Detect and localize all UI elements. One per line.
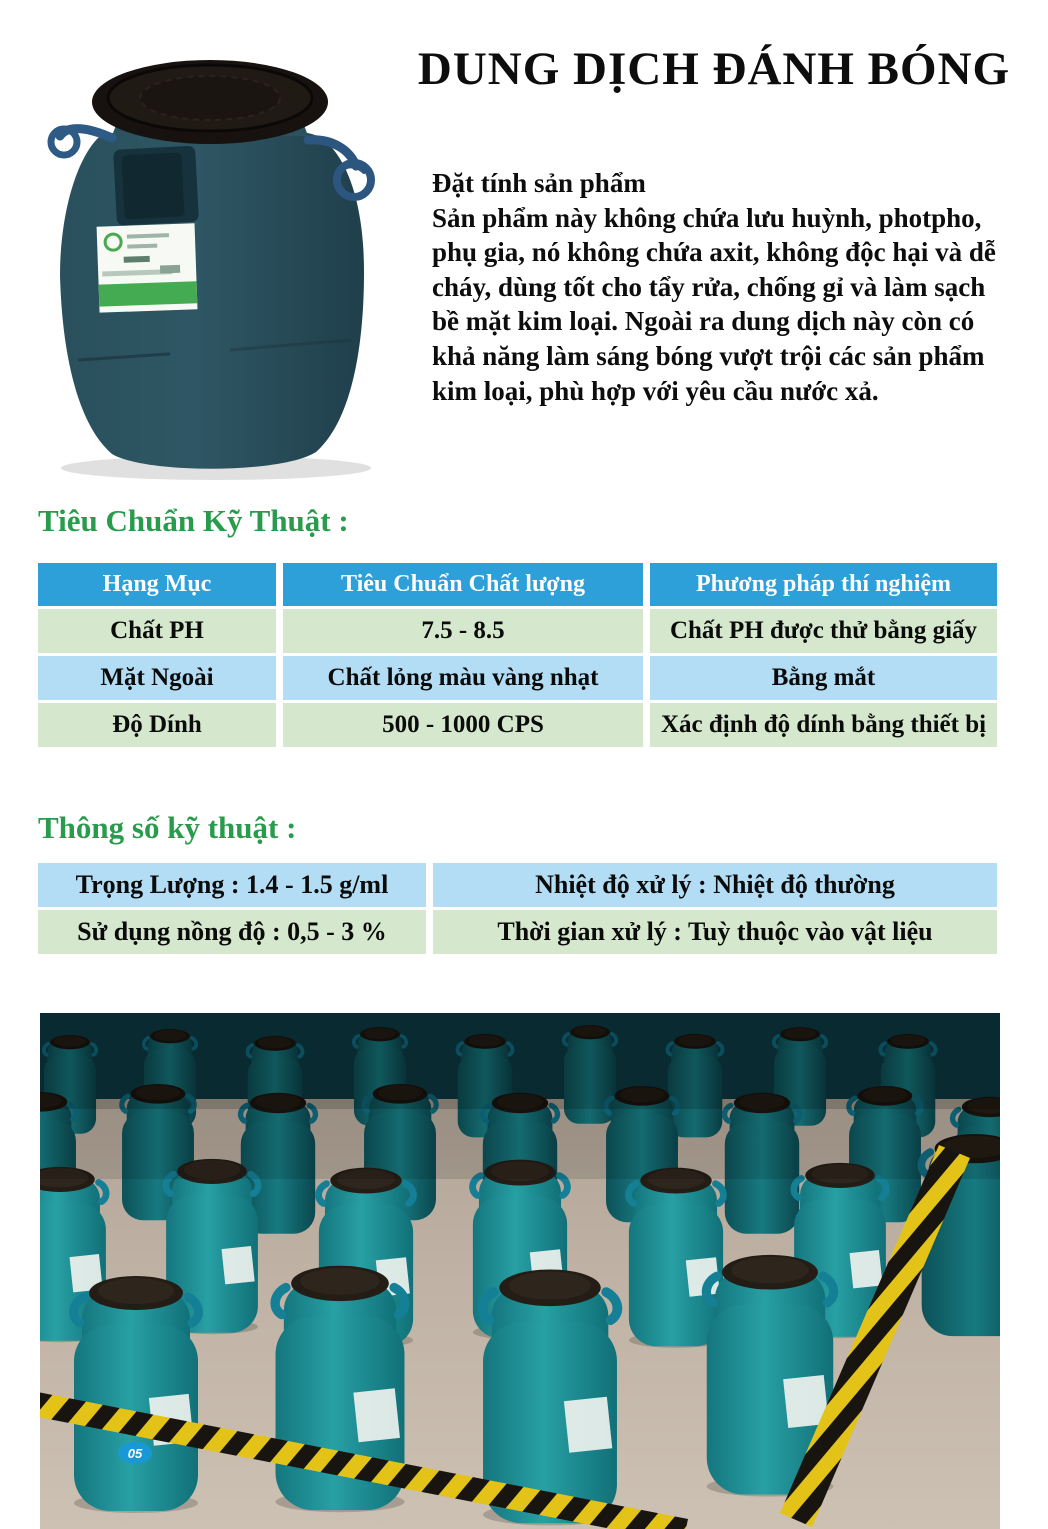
standards-heading: Tiêu Chuẩn Kỹ Thuật : — [38, 503, 349, 538]
standards-cell: Mặt Ngoài — [38, 656, 276, 700]
standards-cell: Chất PH — [38, 609, 276, 653]
standards-cell: Độ Dính — [38, 703, 276, 747]
warehouse-barrels-photo — [40, 1013, 1000, 1529]
warehouse-scene — [40, 1013, 1000, 1529]
page-number-marker — [118, 1442, 152, 1464]
page-title: DUNG DỊCH ĐÁNH BÓNG — [417, 43, 1011, 95]
standards-cell: 500 - 1000 CPS — [283, 703, 643, 747]
product-description — [432, 166, 1007, 408]
product-drum-image — [20, 20, 400, 482]
standards-col-header: Hạng Mục — [38, 563, 276, 606]
drum-grip-recess — [113, 146, 199, 226]
standards-col-header: Tiêu Chuẩn Chất lượng — [283, 563, 643, 606]
drum-illustration — [20, 20, 400, 482]
standards-cell: 7.5 - 8.5 — [283, 609, 643, 653]
specs-cell: Trọng Lượng : 1.4 - 1.5 g/ml — [38, 863, 426, 907]
page-number-text: 05 — [127, 1446, 143, 1461]
specs-cell: Sử dụng nồng độ : 0,5 - 3 % — [38, 910, 426, 954]
description-heading: Đặt tính sản phẩm — [432, 168, 646, 198]
standards-cell: Xác định độ dính bằng thiết bị — [650, 703, 997, 747]
standards-cell: Chất lỏng màu vàng nhạt — [283, 656, 643, 700]
specs-heading: Thông số kỹ thuật : — [38, 810, 297, 845]
standards-cell: Bằng mắt — [650, 656, 997, 700]
description-body: Sản phẩm này không chứa lưu huỳnh, photpho, phụ gia, nó không chứa axit, không độc hại và dễ cháy, dùng tốt cho tẩy rửa, chống gỉ và làm sạch bề mặt kim loại. Ngoài ra dung dịch này còn có khả năng làm sáng bóng vượt trội các sản phẩm kim loại, phù hợp với yêu cầu nước xả. — [432, 202, 996, 406]
standards-cell: Chất PH được thử bằng giấy — [650, 609, 997, 653]
specs-cell: Nhiệt độ xử lý : Nhiệt độ thường — [433, 863, 997, 907]
drum-label — [97, 223, 198, 312]
specs-table — [38, 863, 997, 954]
standards-table — [38, 563, 997, 747]
specs-cell: Thời gian xử lý : Tuỳ thuộc vào vật liệu — [433, 910, 997, 954]
standards-col-header: Phương pháp thí nghiệm — [650, 563, 997, 606]
